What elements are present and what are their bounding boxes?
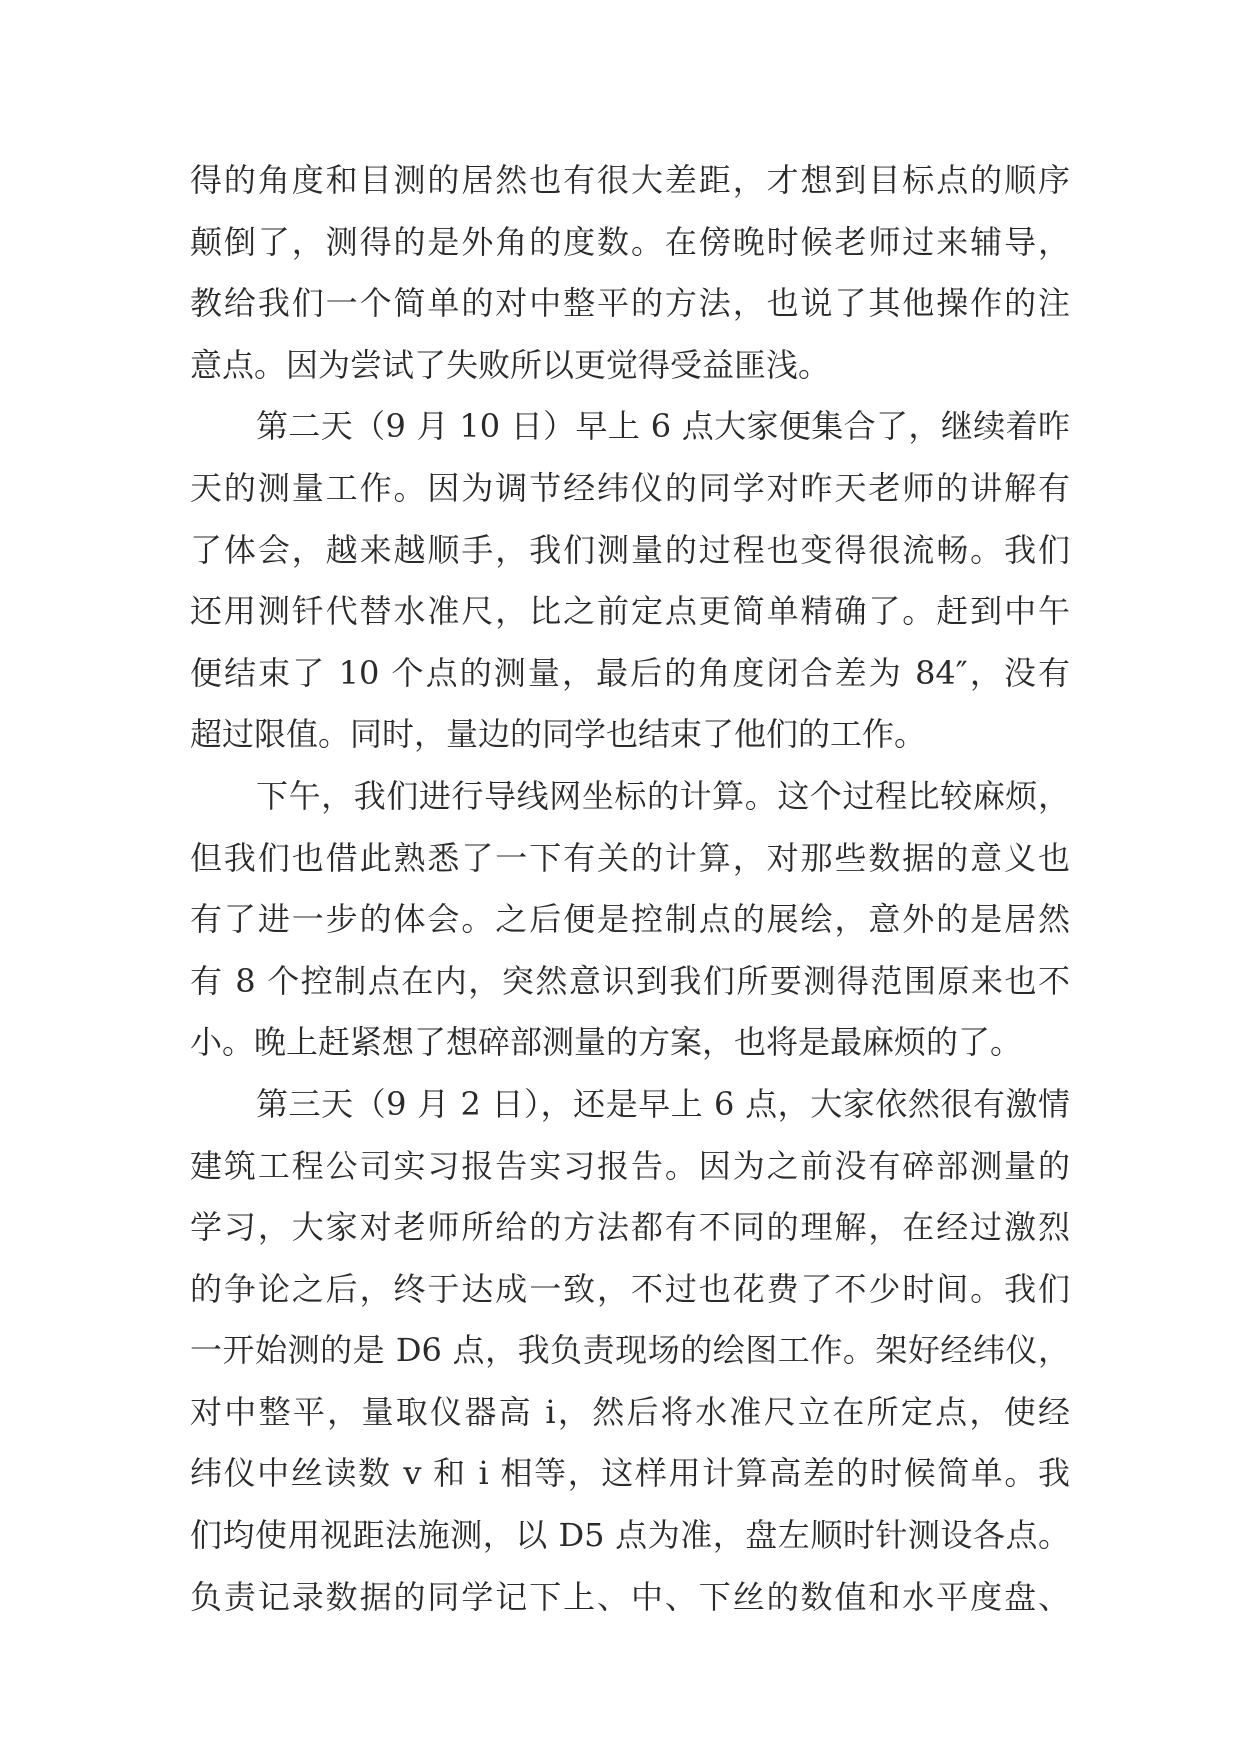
text-line: 的争论之后，终于达成一致，不过也花费了不少时间。我们 (190, 1269, 1070, 1308)
text-line: 有 8 个控制点在内，突然意识到我们所要测得范围原来也不 (190, 961, 1070, 1000)
text-line: 教给我们一个简单的对中整平的方法，也说了其他操作的注 (190, 284, 1070, 323)
text-line: 超过限值。同时，量边的同学也结束了他们的工作。 (190, 715, 927, 754)
paragraph-1 (190, 150, 1070, 396)
text-line: 纬仪中丝读数 v 和 i 相等，这样用计算高差的时候简单。我 (190, 1454, 1070, 1493)
text-line: 第二天（9 月 10 日）早上 6 点大家便集合了，继续着昨 (256, 407, 1070, 446)
text-line: 但我们也借此熟悉了一下有关的计算，对那些数据的意义也 (190, 838, 1070, 877)
text-line: 天的测量工作。因为调节经纬仪的同学对昨天老师的讲解有 (190, 468, 1070, 507)
text-line: 建筑工程公司实习报告实习报告。因为之前没有碎部测量的 (190, 1146, 1070, 1185)
paragraph-2 (190, 396, 1070, 766)
text-line: 第三天（9 月 2 日），还是早上 6 点，大家依然很有激情 (256, 1084, 1070, 1123)
text-line: 还用测钎代替水准尺，比之前定点更简单精确了。赶到中午 (190, 592, 1070, 631)
text-line: 负责记录数据的同学记下上、中、下丝的数值和水平度盘、 (190, 1577, 1070, 1616)
text-line: 有了进一步的体会。之后便是控制点的展绘，意外的是居然 (190, 900, 1070, 939)
paragraph-3 (190, 766, 1070, 1074)
body-text (190, 150, 1070, 1628)
text-line: 对中整平，量取仪器高 i，然后将水准尺立在所定点，使经 (190, 1392, 1070, 1431)
text-line: 便结束了 10 个点的测量，最后的角度闭合差为 84″，没有 (190, 653, 1070, 692)
text-line: 得的角度和目测的居然也有很大差距，才想到目标点的顺序 (190, 161, 1070, 199)
text-line: 颠倒了，测得的是外角的度数。在傍晚时候老师过来辅导， (190, 222, 1070, 261)
text-line: 们均使用视距法施测，以 D5 点为准，盘左顺时针测设各点。 (190, 1516, 1070, 1555)
text-line: 学习，大家对老师所给的方法都有不同的理解，在经过激烈 (190, 1208, 1070, 1247)
text-line: 一开始测的是 D6 点，我负责现场的绘图工作。架好经纬仪， (190, 1331, 1070, 1370)
text-line: 了体会，越来越顺手，我们测量的过程也变得很流畅。我们 (190, 530, 1070, 569)
text-line: 下午，我们进行导线网坐标的计算。这个过程比较麻烦， (256, 776, 1070, 815)
text-line: 意点。因为尝试了失败所以更觉得受益匪浅。 (190, 345, 831, 384)
paragraph-4 (190, 1074, 1070, 1628)
text-line: 小。晚上赶紧想了想碎部测量的方案，也将是最麻烦的了。 (190, 1023, 1023, 1062)
